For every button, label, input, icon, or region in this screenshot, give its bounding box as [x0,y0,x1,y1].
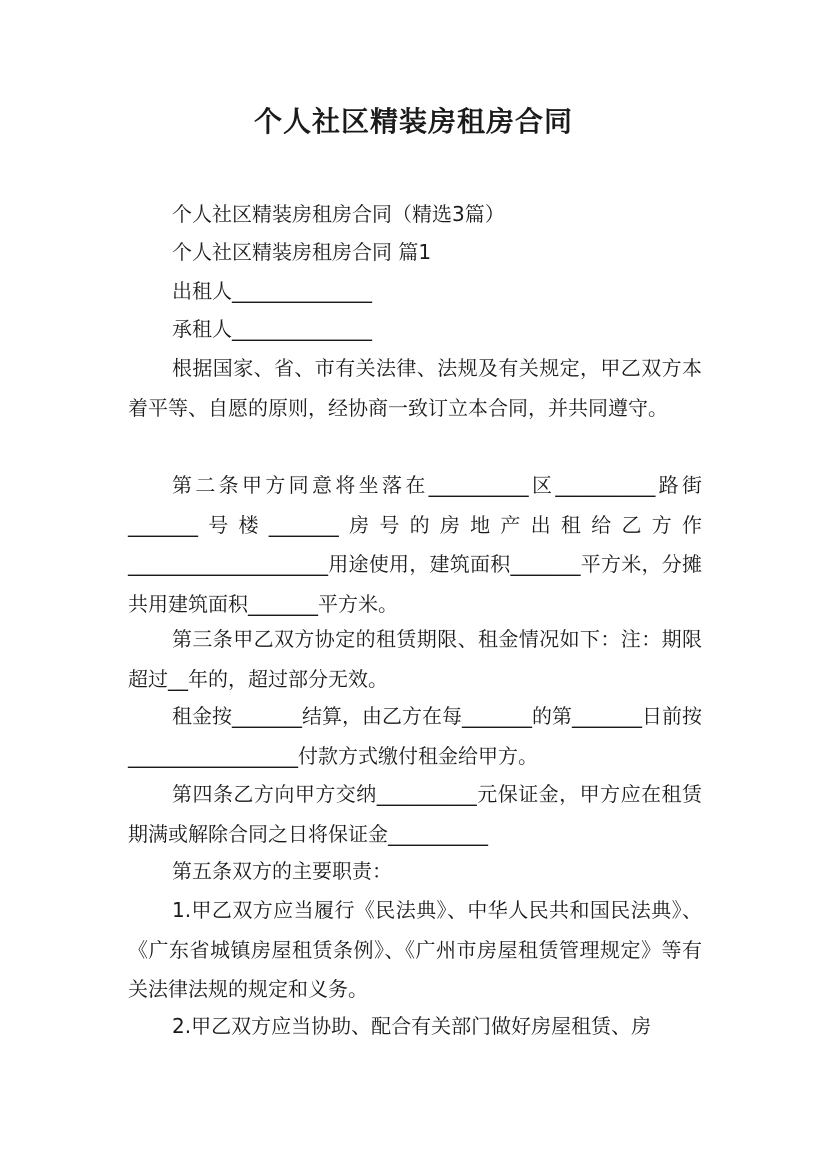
paragraph-article-4: 第四条乙方向甲方交纳__________元保证金，甲方应在租赁期满或解除合同之日将保证金__________ [128,782,702,846]
paragraph-article-2: 第二条甲方同意将坐落在__________区__________路街_______号楼_______房号的房地产出租给乙方作____________________用途使用，建筑面积_______平方米，分摊共用建筑面积_______平方米。 [128,473,702,616]
paragraph-duty-1: 1.甲乙双方应当履行《民法典》、中华人民共和国民法典》、《广东省城镇房屋租赁条例》、《广州市房屋租赁管理规定》等有关法律法规的规定和义务。 [128,898,702,1001]
document-title: 个人社区精装房租房合同 [253,105,573,138]
paragraph-subtitle: 个人社区精装房租房合同（精选3篇） [172,202,505,226]
paragraph-preamble: 根据国家、省、市有关法律、法规及有关规定，甲乙双方本着平等、自愿的原则，经协商一致订立本合同，并共同遵守。 [128,356,702,420]
paragraph-lessee: 承租人______________ [172,317,372,341]
paragraph-section-heading: 个人社区精装房租房合同 篇1 [172,240,432,264]
paragraph-article-3: 第三条甲乙双方协定的租赁期限、租金情况如下：注：期限超过__年的，超过部分无效。 [128,627,702,691]
paragraph-lessor: 出租人______________ [172,279,372,303]
paragraph-duty-2: 2.甲乙双方应当协助、配合有关部门做好房屋租赁、房 [172,1014,652,1038]
paragraph-article-5: 第五条双方的主要职责： [172,859,392,883]
paragraph-rent: 租金按_______结算，由乙方在每_______的第_______日前按_________________付款方式缴付租金给甲方。 [128,704,702,768]
